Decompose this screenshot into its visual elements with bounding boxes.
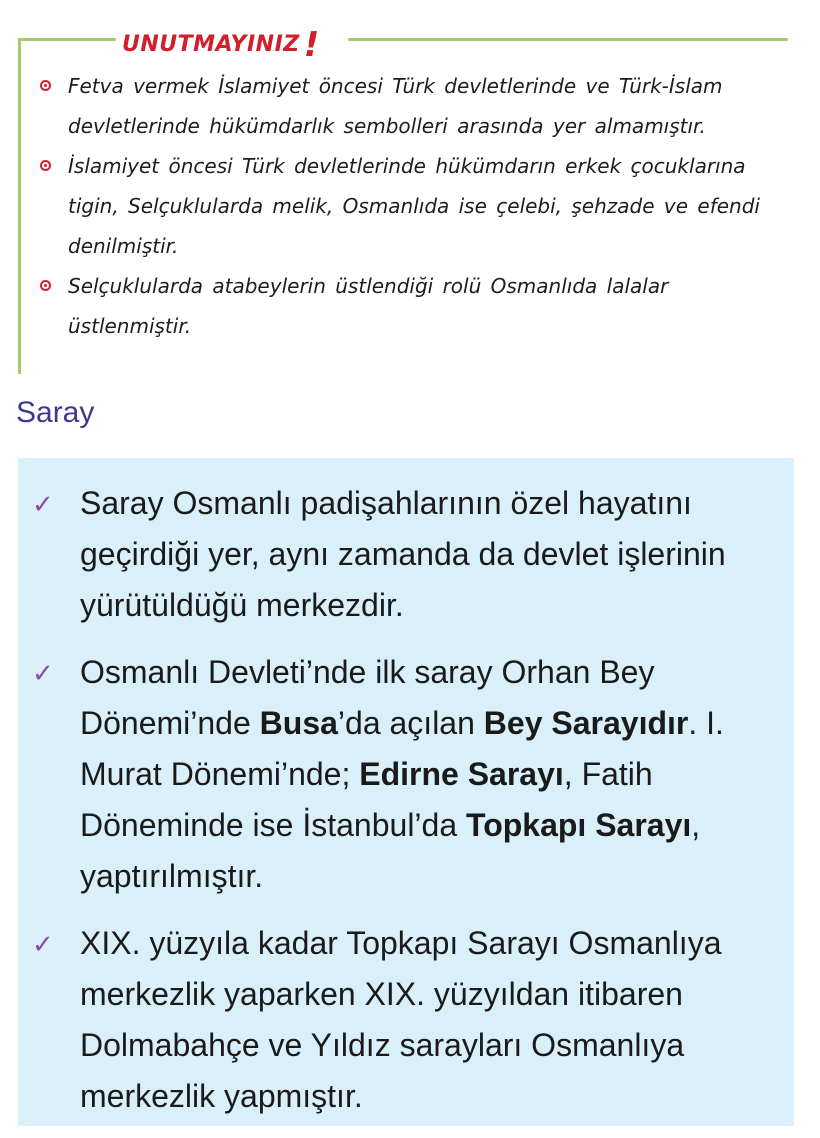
text-segment: , yaptırılmıştır. (80, 807, 701, 894)
reminder-border-top-right (348, 38, 788, 41)
info-item-text: XIX. yüzyıla kadar Topkapı Sarayı Osmanlıya merkezlik yaparken XIX. yüzyıldan itibaren Dolmabahçe ve Yıldız sarayları Osmanlıya merkezlik yapmıştır. (80, 925, 722, 1114)
checkmark-icon: ✓ (32, 490, 54, 520)
info-item (18, 478, 794, 631)
info-item (18, 918, 794, 1122)
info-item-text (80, 654, 724, 894)
text-segment: Osmanlı Devleti’nde ilk saray Orhan Bey Dönemi’nde (80, 654, 655, 741)
text-segment: , Fatih Döneminde ise İstanbul’da (80, 756, 653, 843)
bold-term: Busa (259, 705, 338, 741)
info-item (18, 647, 794, 902)
reminder-box (18, 14, 788, 374)
checkmark-icon: ✓ (32, 659, 54, 689)
info-list (18, 478, 794, 1138)
bold-term: Edirne Sarayı (359, 756, 564, 792)
reminder-list (40, 66, 780, 346)
text-segment: ’da açılan (337, 705, 484, 741)
info-item-text: Saray Osmanlı padişahlarının özel hayatını geçirdiği yer, aynı zamanda da devlet işlerinin yürütüldüğü merkezdir. (80, 485, 726, 623)
bullet-icon (40, 280, 51, 291)
reminder-item (40, 146, 780, 266)
reminder-border-top-left (18, 38, 116, 41)
bullet-icon (40, 160, 51, 171)
exclamation-icon: ! (303, 25, 320, 65)
reminder-item (40, 266, 780, 346)
reminder-title-text: UNUTMAYINIZ (122, 32, 300, 57)
bold-term: Topkapı Sarayı (466, 807, 692, 843)
reminder-item-text: Selçuklularda atabeylerin üstlendiği rolü Osmanlıda lalalar üstlenmiştir. (68, 274, 669, 338)
reminder-item-text: Fetva vermek İslamiyet öncesi Türk devletlerinde ve Türk-İslam devletlerinde hükümdarlık sembolleri arasında yer almamıştır. (68, 74, 723, 138)
section-title: Saray (16, 396, 95, 429)
reminder-item (40, 66, 780, 146)
checkmark-icon: ✓ (32, 930, 54, 960)
bullet-icon (40, 80, 51, 91)
bold-term: Bey Sarayıdır (483, 705, 689, 741)
reminder-title (122, 20, 320, 65)
text-segment: . I. Murat Dönemi’nde; (80, 705, 724, 792)
info-panel (18, 458, 794, 1126)
reminder-border-left (18, 38, 21, 374)
reminder-item-text: İslamiyet öncesi Türk devletlerinde hükümdarın erkek çocuklarına tigin, Selçuklularda melik, Osmanlıda ise çelebi, şehzade ve efendi denilmiştir. (68, 154, 760, 258)
